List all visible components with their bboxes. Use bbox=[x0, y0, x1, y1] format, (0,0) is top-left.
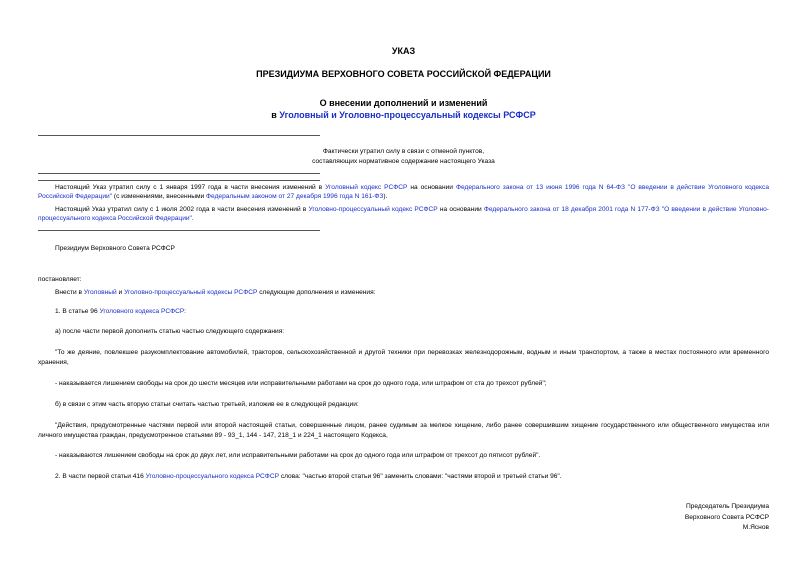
item-1-sub-a: а) после части первой дополнить статью частью следующего содержания: bbox=[55, 328, 285, 335]
decree-subject-line1: О внесении дополнений и изменений bbox=[319, 98, 488, 108]
quote-1-penalty: - наказывается лишением свободы на срок до шести месяцев или исправительными работами на срок до одного года, или штрафом от ста до трехсот рублей"; bbox=[55, 380, 547, 387]
presidium-line: Президиум Верховного Совета РСФСР bbox=[55, 245, 175, 252]
signature-name: М.Яснов bbox=[742, 524, 769, 531]
federal-law-177-link[interactable]: Федерального закона от 18 декабря 2001 года N 177-ФЗ "О введении в действие Уголовно-процессуального кодекса Российской Федерации" bbox=[38, 206, 769, 222]
quote-1: "То же деяние, повлекшее разукомплектование автомобилей, тракторов, сельскохозяйственной и другой техники при перевозках железнодорожным, водным и иным транспортом, а также в местах постоянного или временного хранения, bbox=[38, 349, 769, 366]
federal-law-161-link[interactable]: Федеральным законом от 27 декабря 1996 года N 161-ФЗ bbox=[206, 193, 384, 200]
item-1-sub-b: б) в связи с этим часть вторую статьи считать частью третьей, изложив ее в следующей редакции: bbox=[55, 401, 359, 408]
divider-rule bbox=[38, 180, 320, 181]
codes-link[interactable]: Уголовный и Уголовно-процессуальный кодексы РСФСР bbox=[279, 110, 536, 120]
signature-block bbox=[685, 502, 769, 534]
federal-law-64-link[interactable]: Федерального закона от 13 июня 1996 года N 64-ФЗ "О введении в действие Уголовного кодекса Российской Федерации" bbox=[38, 184, 769, 200]
criminal-code-link-2[interactable]: Уголовного кодекса РСФСР bbox=[99, 308, 185, 315]
decree-subject-line2: в Уголовный и Уголовно-процессуальный кодексы РСФСР bbox=[271, 110, 536, 120]
status-paragraph-2: Настоящий Указ утратил силу с 1 июля 2002 года в части внесения изменений в Уголовно-процессуальный кодекс РСФСР на основании Федерального закона от 18 декабря 2001 года N 177-ФЗ "О введении в действие Уголовно-процессуального кодекса Российской Федерации". bbox=[38, 206, 769, 222]
decrees-line: постановляет: bbox=[38, 276, 82, 283]
issuer-title: ПРЕЗИДИУМА ВЕРХОВНОГО СОВЕТА РОССИЙСКОЙ ФЕДЕРАЦИИ bbox=[256, 69, 551, 79]
divider-rule bbox=[38, 230, 320, 231]
criminal-procedure-code-link-2[interactable]: Уголовно-процессуального кодекса РСФСР bbox=[145, 473, 279, 480]
signature-body: Верховного Совета РСФСР bbox=[684, 513, 769, 521]
status-paragraph-1: Настоящий Указ утратил силу с 1 января 1997 года в части внесения изменений в Уголовный кодекс РСФСР на основании Федерального закона от 13 июня 1996 года N 64-ФЗ "О введении в действие Уголовного кодекса Российской Федерации" (с изменениями, внесенными Федеральным законом от 27 декабря 1996 года N 161-ФЗ). bbox=[38, 184, 769, 200]
repeal-notice-line2: составляющих нормативное содержание настоящего Указа bbox=[312, 158, 495, 165]
quote-2: "Действия, предусмотренные частями первой или второй настоящей статьи, совершенные лицом, ранее судимым за мелкое хищение, либо ранее совершившим хищение государственного или общественного имущества или личного имущества граждан, предусмотренное статьями 89 - 93_1, 144 - 147, 218_1 и 224_1 настоящего Кодекса, bbox=[38, 422, 769, 439]
criminal-procedure-codes-link[interactable]: Уголовно-процессуальный кодексы РСФСР bbox=[124, 289, 258, 296]
item-1: 1. В статье 96 Уголовного кодекса РСФСР: bbox=[55, 308, 186, 315]
divider-rule bbox=[38, 173, 320, 174]
criminal-code-link[interactable]: Уголовный кодекс РСФСР bbox=[325, 184, 408, 191]
criminal-procedure-code-link[interactable]: Уголовно-процессуальный кодекс РСФСР bbox=[308, 206, 438, 213]
document-title: УКАЗ bbox=[391, 46, 416, 56]
item-2: 2. В части первой статьи 416 Уголовно-процессуального кодекса РСФСР слова: "частью второй статьи 96" заменить словами: "частями второй и третьей статьи 96". bbox=[55, 473, 562, 480]
repeal-notice-line1: Фактически утратил силу в связи с отменой пунктов, bbox=[322, 148, 485, 155]
intro-paragraph: Внести в Уголовный и Уголовно-процессуальный кодексы РСФСР следующие дополнения и изменения: bbox=[55, 289, 376, 296]
quote-2-penalty: - наказываются лишением свободы на срок до двух лет, или исправительными работами на срок до одного года или штрафом от трехсот до пятисот рублей". bbox=[55, 452, 541, 459]
signature-position: Председатель Президиума bbox=[685, 503, 769, 510]
divider-rule bbox=[38, 135, 320, 136]
criminal-link[interactable]: Уголовный bbox=[83, 289, 117, 296]
